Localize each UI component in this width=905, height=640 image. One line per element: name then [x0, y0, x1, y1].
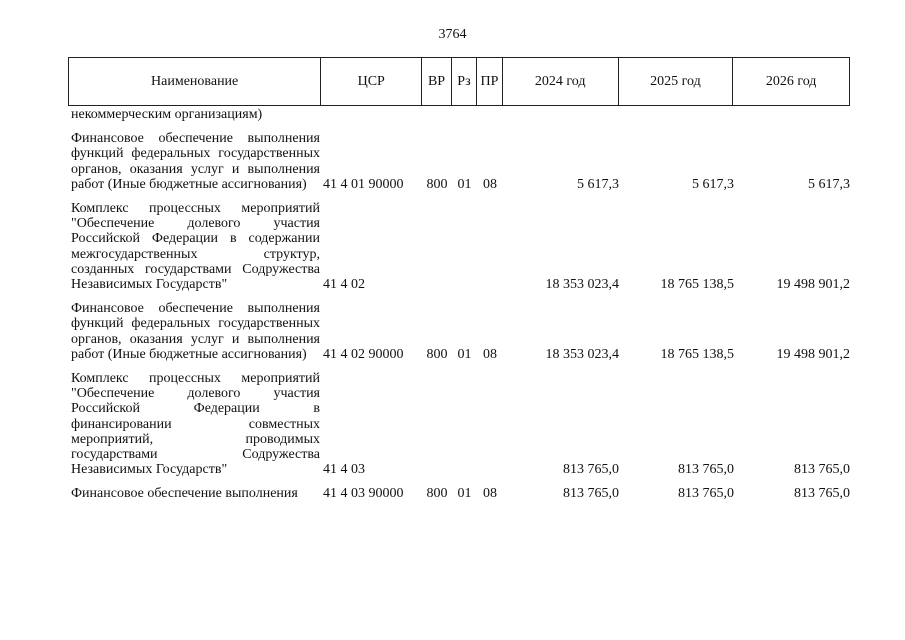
table-row [68, 486, 850, 501]
row-amount-2024: 18 353 023,4 [545, 277, 619, 293]
row-amount-2025: 5 617,3 [692, 176, 734, 192]
row-amount-2025: 18 765 138,5 [660, 346, 734, 362]
header-2024: 2024 год [503, 58, 619, 105]
row-pr: 08 [483, 176, 497, 192]
table-row [68, 371, 850, 477]
row-rz: 01 [457, 346, 472, 362]
row-csr: 41 4 02 [323, 277, 365, 293]
row-rz: 01 [457, 176, 472, 192]
header-pr: ПР [477, 58, 503, 105]
row-name: Финансовое обеспечение выполнения функций федеральных государственных органов, оказания услуг и выполнения работ (Иные бюджетные ассигнования) [71, 131, 320, 192]
table-row [68, 131, 850, 192]
row-name: Комплекс процессных мероприятий "Обеспечение долевого участия Российской Федерации в содержании межгосударственных структур, созданных государствами Содружества Независимых Государств" [71, 201, 320, 293]
row-csr: 41 4 03 90000 [323, 486, 404, 502]
row-vr: 800 [426, 346, 448, 362]
row-name: Комплекс процессных мероприятий "Обеспечение долевого участия Российской Федерации в финансировании совместных мероприятий, проводимых государствами Содружества Независимых Государств" [71, 371, 320, 478]
row-amount-2026: 813 765,0 [794, 462, 850, 478]
row-vr: 800 [426, 176, 448, 192]
row-amount-2025: 813 765,0 [678, 462, 734, 478]
row-amount-2024: 813 765,0 [563, 486, 619, 502]
row-amount-2025: 18 765 138,5 [660, 277, 734, 293]
row-csr: 41 4 02 90000 [323, 346, 404, 362]
row-amount-2025: 813 765,0 [678, 486, 734, 502]
row-vr: 800 [426, 486, 448, 502]
row-name: некоммерческим организациям) [71, 107, 263, 122]
row-name: Финансовое обеспечение выполнения [71, 486, 298, 502]
page-number: 3764 [438, 27, 467, 42]
row-pr: 08 [483, 486, 497, 502]
table-header [68, 57, 850, 106]
table-row [68, 107, 850, 122]
header-rz: Рз [452, 58, 477, 105]
row-amount-2026: 813 765,0 [794, 486, 850, 502]
header-vr: ВР [422, 58, 452, 105]
header-csr: ЦСР [321, 58, 422, 105]
row-pr: 08 [483, 346, 497, 362]
row-csr: 41 4 01 90000 [323, 176, 404, 192]
header-2026: 2026 год [765, 73, 817, 89]
row-amount-2024: 18 353 023,4 [545, 346, 619, 362]
table-row [68, 301, 850, 362]
table-row [68, 201, 850, 292]
header-name: Наименование [69, 58, 321, 105]
row-csr: 41 4 03 [323, 462, 365, 478]
row-amount-2026: 19 498 901,2 [776, 346, 850, 362]
row-amount-2024: 813 765,0 [563, 462, 619, 478]
row-amount-2024: 5 617,3 [577, 176, 619, 192]
row-amount-2026: 19 498 901,2 [776, 277, 850, 293]
row-name: Финансовое обеспечение выполнения функций федеральных государственных органов, оказания услуг и выполнения работ (Иные бюджетные ассигнования) [71, 301, 320, 362]
row-amount-2026: 5 617,3 [808, 176, 850, 192]
row-rz: 01 [457, 486, 472, 502]
table-body [68, 107, 850, 502]
header-2025: 2025 год [619, 58, 734, 105]
